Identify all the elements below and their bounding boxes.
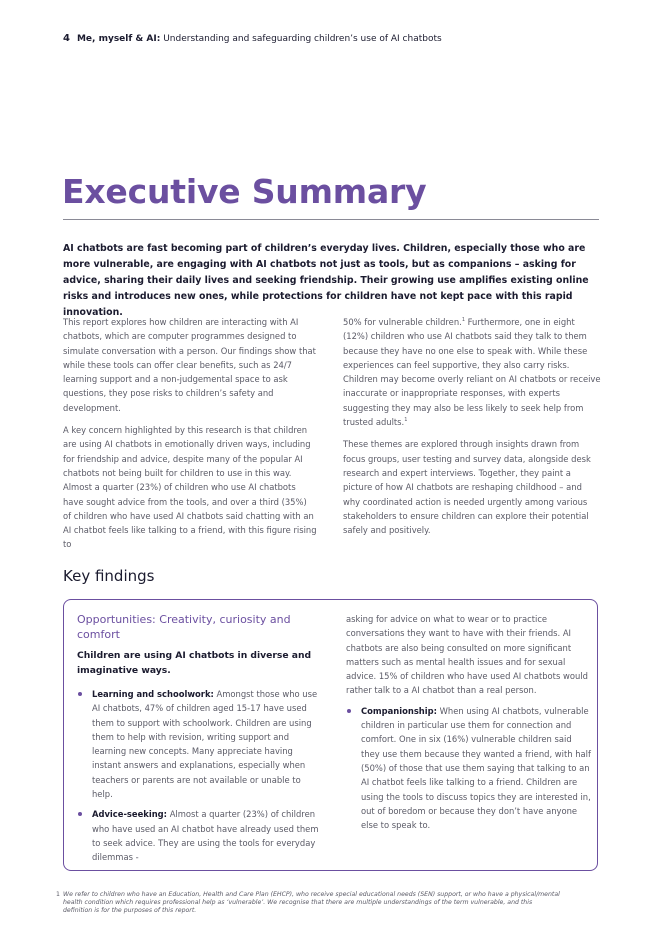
- list-item: [346, 704, 591, 833]
- footnote-number: 1: [56, 891, 60, 898]
- left-column: [63, 315, 317, 560]
- findings-list: [77, 687, 322, 865]
- box-right-column: [346, 612, 591, 838]
- bullet-icon: [347, 709, 351, 713]
- bullet-icon: [78, 692, 82, 696]
- bullet-icon: [78, 812, 82, 816]
- footnote-ref[interactable]: 1: [461, 317, 465, 324]
- running-header: [63, 33, 442, 44]
- right-paragraph-2: These themes are explored through insights drawn from focus groups, user testing and survey data, alongside desk research and expert interviews. Together, they paint a picture of how AI chatbots are reshaping childhood – and why coordinated action is needed urgently among various stakeholders to ensure children can explore their potential safely and positively.: [343, 439, 591, 536]
- list-item: [77, 807, 322, 864]
- right-paragraph-1-start: 50% for vulnerable children.: [343, 317, 462, 327]
- page-title: Executive Summary: [62, 172, 427, 211]
- footnote: [56, 891, 563, 915]
- right-column: [343, 315, 601, 545]
- box-subtitle: Children are using AI chatbots in diverse and imaginative ways.: [77, 650, 312, 676]
- left-paragraph-2: A key concern highlighted by this research is that children are using AI chatbots in emotionally driven ways, including for friendship and advice, despite many of the popular AI chatbots not being built for children to use in this way. Almost a quarter (23%) of children who use AI chatbots have sought advice from the tools, and over a third (35%) of children who have used AI chatbots said chatting with an AI chatbot feels like talking to a friend, with this figure rising to: [63, 425, 317, 550]
- list-item: [77, 687, 322, 801]
- page-number: 4: [63, 33, 70, 44]
- bullet-label: Companionship:: [361, 705, 437, 716]
- bullet-text: Amongst those who use AI chatbots, 47% of children aged 15-17 have used them to support with schoolwork. Children are using them to help with revision, writing support and learning new concepts. Many appreciate having instant answers and explanations, especially when teachers or parents are not available or unable to help.: [92, 689, 318, 800]
- right-paragraph-1: [343, 315, 601, 429]
- left-paragraph-1: This report explores how children are interacting with AI chatbots, which are computer programmes designed to simulate conversation with a person. Our findings show that while these tools can offer clear benefits, such as 24/7 learning support and a non-judgemental space to ask questions, they pose risks to children’s safety and development.: [63, 317, 316, 413]
- bullet-label: Learning and schoolwork:: [92, 689, 214, 699]
- key-findings-heading: Key findings: [63, 567, 155, 585]
- right-paragraph-1-body: Furthermore, one in eight (12%) children who use AI chatbots said they talk to them because they have no one else to speak with. While these experiences can feel supportive, they also carry risks. Children may become overly reliant on AI chatbots or receive inaccurate or inappropriate responses, with experts suggesting they may also be less likely to seek help from trusted adults.: [343, 317, 601, 428]
- footnote-ref[interactable]: 1: [404, 417, 408, 424]
- bullet-continued-text: asking for advice on what to wear or to practice conversations they want to have with their friends. AI chatbots are also being consulted on more significant matters such as mental health issues and for sexual advice. 15% of children who have used AI chatbots would rather talk to a AI chatbot than a real person.: [346, 614, 588, 696]
- findings-list-continued: [346, 704, 591, 833]
- bullet-label: Advice-seeking:: [92, 809, 168, 820]
- intro-paragraph: AI chatbots are fast becoming part of children’s everyday lives. Children, especially those who are more vulnerable, are engaging with AI chatbots not just as tools, but as companions – asking for advice, sharing their daily lives and seeking friendship. Their growing use amplifies existing online risks and introduces new ones, while protections for children have not kept pace with this rapid innovation.: [63, 243, 589, 318]
- report-name: Me, myself & AI:: [76, 34, 161, 44]
- box-left-column: [77, 612, 322, 871]
- footnote-text: We refer to children who have an Education, Health and Care Plan (EHCP), who receive special educational needs (SEN) support, or who have a physical/mental health condition which requires professional help as ‘vulnerable’. We recognise that there are multiple understandings of the term vulnerable, and this definition is for the purposes of this report.: [63, 891, 560, 914]
- box-title: Opportunities: Creativity, curiosity and comfort: [77, 613, 291, 641]
- bullet-text: Almost a quarter (23%) of children who have used an AI chatbot have already used them to seek advice. They are using the tools for everyday dilemmas -: [92, 809, 319, 863]
- key-findings-box: [63, 599, 598, 871]
- bullet-text: When using AI chatbots, vulnerable children in particular use them for connection and comfort. One in six (16%) vulnerable children said they use them because they wanted a friend, with half (50%) of those that use them saying that talking to an AI chatbot feels like talking to a friend. Children are using the tools to discuss topics they are interested in, out of boredom or because they don’t have anyone else to speak to.: [361, 705, 591, 831]
- title-divider: [63, 219, 599, 220]
- report-subtitle: Understanding and safeguarding children’s use of AI chatbots: [163, 34, 442, 44]
